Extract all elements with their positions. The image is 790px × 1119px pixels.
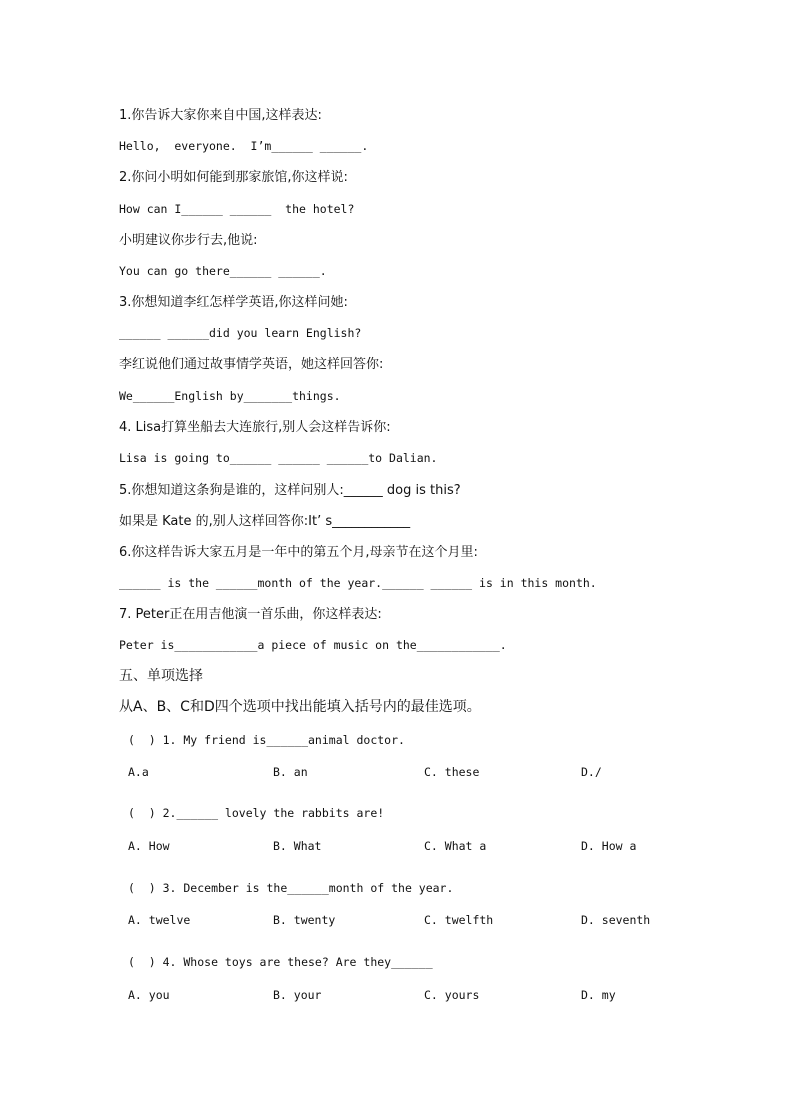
prompt-4: 4. Lisa打算坐船去大连旅行,别人会这样告诉你:: [119, 420, 391, 435]
question-3-option-b: B. twenty: [273, 913, 336, 927]
answer-6: ______ is the ______month of the year.______ ______ is in this month.: [119, 576, 597, 590]
question-2-option-c: C. What a: [424, 839, 487, 853]
question-4-option-b: B. your: [273, 988, 322, 1002]
prompt-7: 7. Peter正在用吉他演一首乐曲，你这样表达:: [119, 607, 382, 622]
prompt-3b: 李红说他们通过故事情学英语，她这样回答你:: [119, 357, 384, 372]
answer-5: 如果是 Kate 的,别人这样回答你:It’ s____________: [119, 514, 411, 529]
prompt-6: 6.你这样告诉大家五月是一年中的第五个月,母亲节在这个月里:: [119, 545, 478, 560]
question-2-option-d: D. How a: [581, 839, 637, 853]
answer-3: ______ ______did you learn English?: [119, 326, 362, 340]
question-4-stem: ( ) 4. Whose toys are these? Are they______: [128, 955, 433, 969]
section-title: 五、单项选择: [119, 668, 203, 684]
question-3-stem: ( ) 3. December is the______month of the year.: [128, 881, 454, 895]
answer-4: Lisa is going to______ ______ ______to Dalian.: [119, 451, 438, 465]
question-4-option-a: A. you: [128, 988, 170, 1002]
prompt-2b: 小明建议你步行去,他说:: [119, 233, 258, 248]
answer-7: Peter is____________a piece of music on the____________.: [119, 638, 507, 652]
question-4-option-c: C. yours: [424, 988, 480, 1002]
question-3-option-d: D. seventh: [581, 913, 651, 927]
prompt-5: 5.你想知道这条狗是谁的，这样问别人:______ dog is this?: [119, 483, 461, 498]
question-3-option-a: A. twelve: [128, 913, 191, 927]
prompt-1: 1.你告诉大家你来自中国,这样表达:: [119, 108, 322, 123]
answer-2: How can I______ ______ the hotel?: [119, 202, 355, 216]
answer-3b: We______English by_______things.: [119, 389, 341, 403]
answer-1: Hello, everyone. I’m______ ______.: [119, 139, 369, 153]
question-1-option-c: C. these: [424, 765, 480, 779]
question-1-stem: ( ) 1. My friend is______animal doctor.: [128, 733, 405, 747]
question-2-option-b: B. What: [273, 839, 322, 853]
prompt-3: 3.你想知道李红怎样学英语,你这样问她:: [119, 295, 348, 310]
question-1-option-b: B. an: [273, 765, 308, 779]
answer-2b: You can go there______ ______.: [119, 264, 327, 278]
section-instruction: 从A、B、C和D四个选项中找出能填入括号内的最佳选项。: [119, 699, 481, 715]
question-3-option-c: C. twelfth: [424, 913, 494, 927]
question-1-option-d: D./: [581, 765, 602, 779]
question-4-option-d: D. my: [581, 988, 616, 1002]
prompt-2: 2.你问小明如何能到那家旅馆,你这样说:: [119, 170, 348, 185]
question-2-option-a: A. How: [128, 839, 170, 853]
question-1-option-a: A.a: [128, 765, 149, 779]
question-2-stem: ( ) 2.______ lovely the rabbits are!: [128, 806, 385, 820]
